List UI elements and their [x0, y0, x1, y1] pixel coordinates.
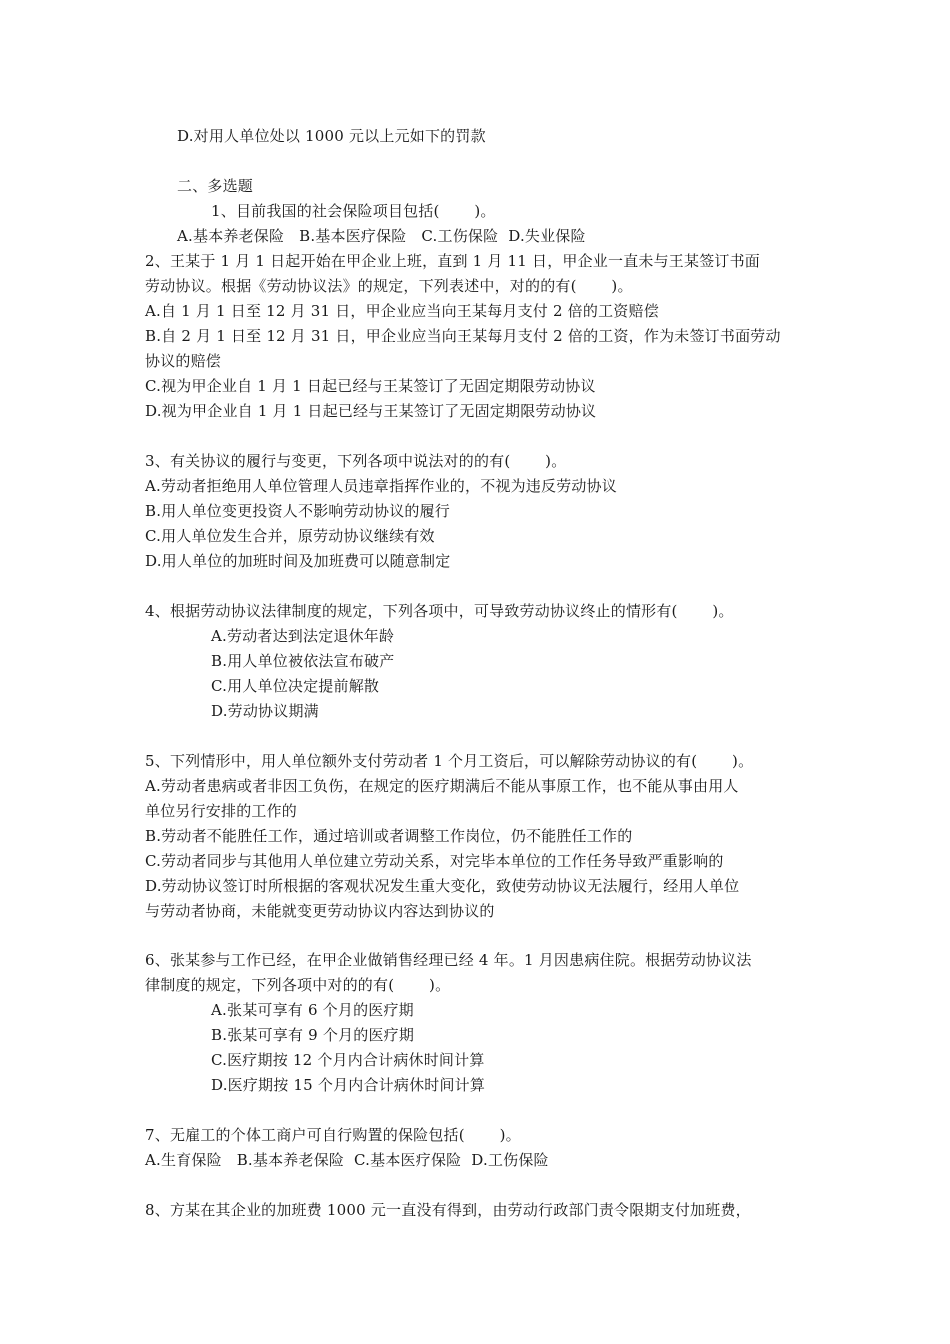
option-line: C.医疗期按 12 个月内合计病休时间计算: [211, 1051, 485, 1069]
option-line: A.自 1 月 1 日至 12 月 31 日，甲企业应当向王某每月支付 2 倍的工资赔偿: [145, 302, 659, 320]
option-line: A.劳动者达到法定退休年龄: [211, 627, 395, 645]
option-line: A.基本养老保险 B.基本医疗保险 C.工伤保险 D.失业保险: [177, 227, 586, 245]
option-line: D.劳动协议签订时所根据的客观状况发生重大变化，致使劳动协议无法履行，经用人单位: [145, 877, 740, 895]
question-line: 4、根据劳动协议法律制度的规定，下列各项中，可导致劳动协议终止的情形有( )。: [145, 602, 734, 620]
option-line: B.用人单位变更投资人不影响劳动协议的履行: [145, 502, 450, 520]
question-line: 2、王某于 1 月 1 日起开始在甲企业上班，直到 1 月 11 日，甲企业一直未与王某签订书面: [145, 252, 761, 270]
question-line: 1、目前我国的社会保险项目包括( )。: [211, 202, 496, 220]
option-line: 协议的赔偿: [145, 352, 222, 370]
option-line: B.自 2 月 1 日至 12 月 31 日，甲企业应当向王某每月支付 2 倍的工资，作为未签订书面劳动: [145, 327, 781, 345]
option-line: 单位另行安排的工作的: [145, 802, 298, 820]
option-line: C.用人单位决定提前解散: [211, 677, 380, 695]
option-line: D.劳动协议期满: [211, 702, 319, 720]
question-line: 律制度的规定，下列各项中对的的有( )。: [145, 976, 451, 994]
question-line: 7、无雇工的个体工商户可自行购置的保险包括( )。: [145, 1126, 521, 1144]
option-line: B.劳动者不能胜任工作，通过培训或者调整工作岗位，仍不能胜任工作的: [145, 827, 633, 845]
option-line: C.视为甲企业自 1 月 1 日起已经与王某签订了无固定期限劳动协议: [145, 377, 596, 395]
question-line: 劳动协议。根据《劳动协议法》的规定，下列表述中，对的的有( )。: [145, 277, 633, 295]
option-line: B.张某可享有 9 个月的医疗期: [211, 1026, 415, 1044]
option-line: A.生育保险 B.基本养老保险 C.基本医疗保险 D.工伤保险: [145, 1151, 549, 1169]
question-line: 5、下列情形中，用人单位额外支付劳动者 1 个月工资后，可以解除劳动协议的有( )。: [145, 752, 754, 770]
option-line: A.劳动者拒绝用人单位管理人员违章指挥作业的，不视为违反劳动协议: [145, 477, 618, 495]
question-line: 6、张某参与工作已经，在甲企业做销售经理已经 4 年。1 月因患病住院。根据劳动协议法: [145, 951, 752, 969]
option-line: D.用人单位的加班时间及加班费可以随意制定: [145, 552, 451, 570]
option-line: A.张某可享有 6 个月的医疗期: [211, 1001, 414, 1019]
option-line: C.劳动者同步与其他用人单位建立劳动关系，对完毕本单位的工作任务导致严重影响的: [145, 852, 724, 870]
option-line: A.劳动者患病或者非因工负伤，在规定的医疗期满后不能从事原工作，也不能从事由用人: [145, 777, 739, 795]
section-heading: 二、多选题: [177, 177, 254, 195]
option-line: D.视为甲企业自 1 月 1 日起已经与王某签订了无固定期限劳动协议: [145, 402, 597, 420]
question-line: 3、有关协议的履行与变更，下列各项中说法对的的有( )。: [145, 452, 567, 470]
question-line: 8、方某在其企业的加班费 1000 元一直没有得到，由劳动行政部门责令限期支付加班费，: [145, 1201, 751, 1219]
option-line: B.用人单位被依法宣布破产: [211, 652, 395, 670]
option-line: 与劳动者协商，未能就变更劳动协议内容达到协议的: [145, 902, 495, 920]
option-line: D.对用人单位处以 1000 元以上元如下的罚款: [177, 127, 486, 145]
option-line: D.医疗期按 15 个月内合计病休时间计算: [211, 1076, 486, 1094]
option-line: C.用人单位发生合并，原劳动协议继续有效: [145, 527, 435, 545]
